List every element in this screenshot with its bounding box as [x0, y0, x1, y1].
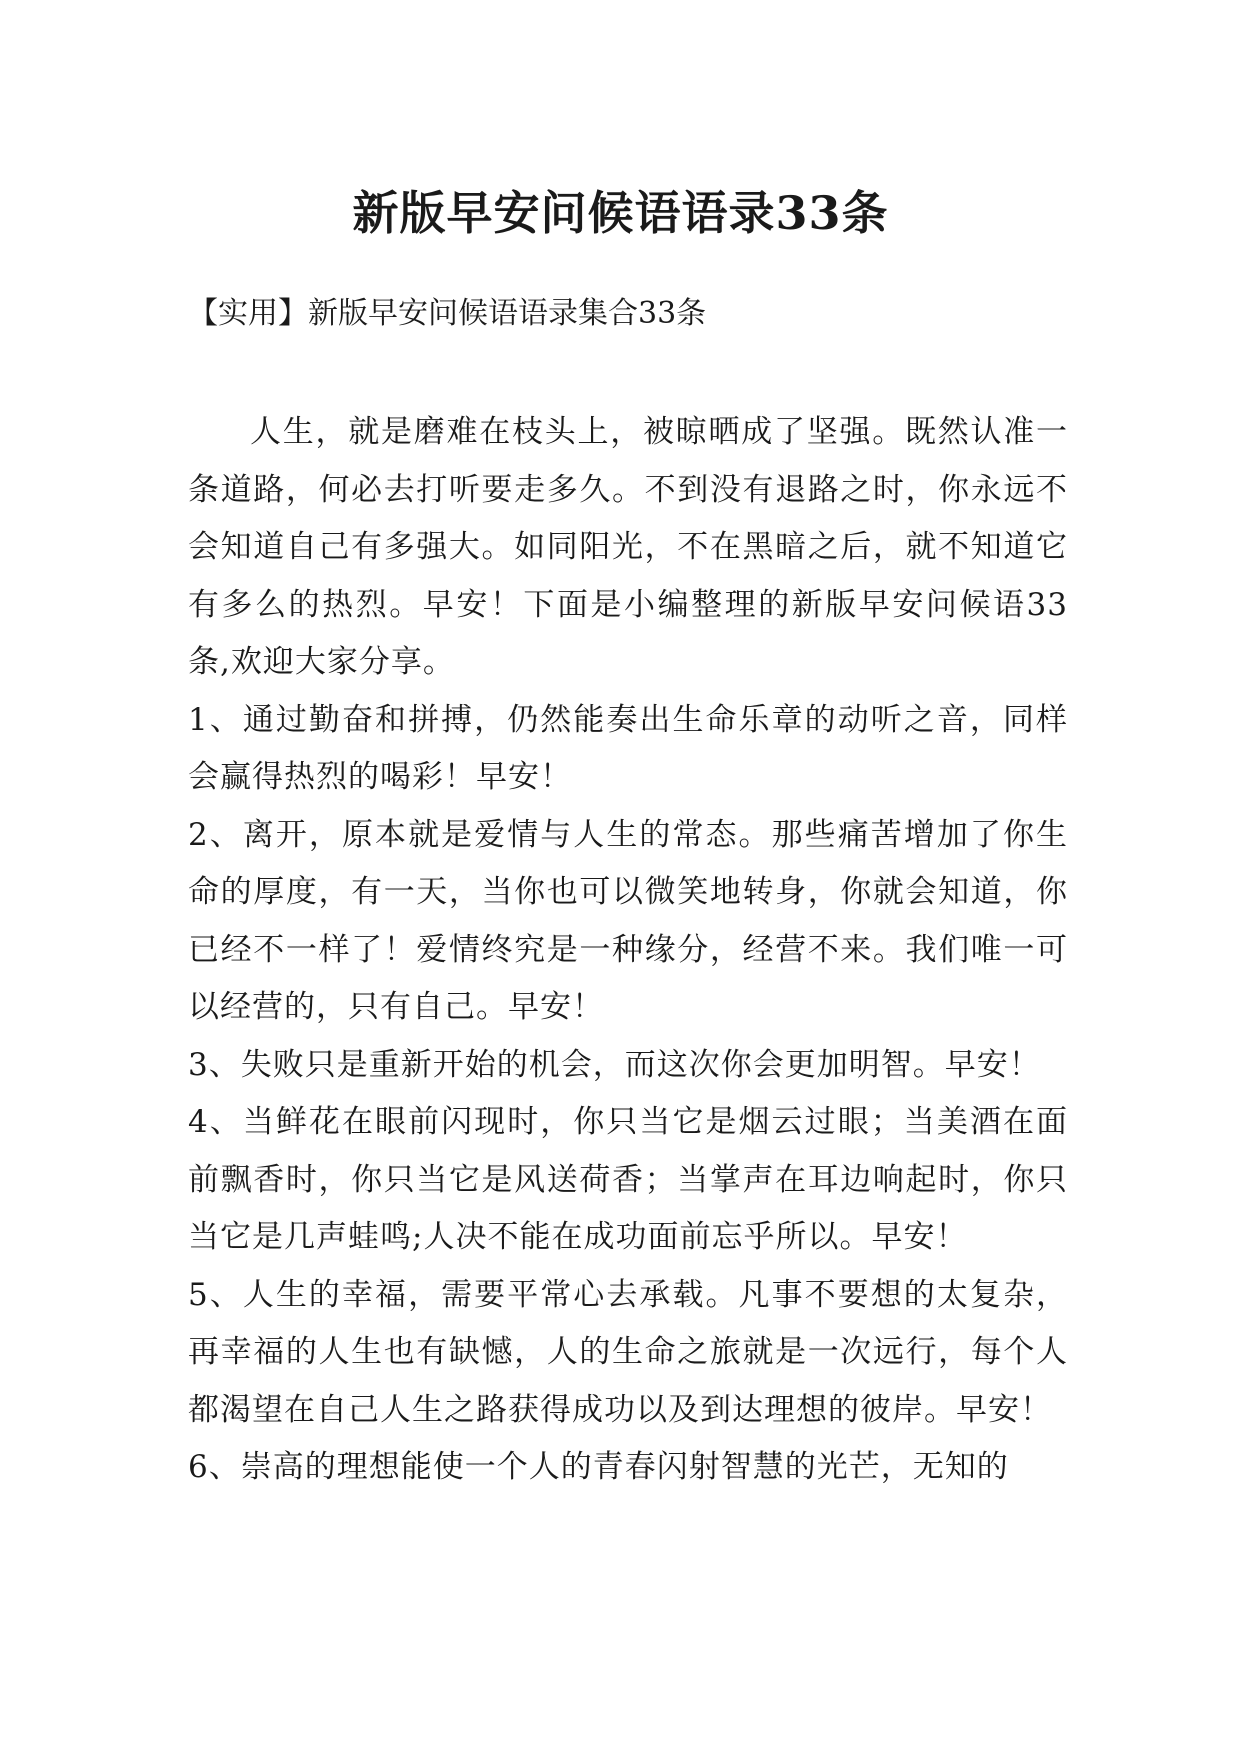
document-title: 新版早安问候语语录33条 [352, 185, 889, 240]
intro-paragraph: 人生，就是磨难在枝头上，被晾晒成了坚强。既然认准一条道路，何必去打听要走多久。不到没有退路之时，你永远不会知道自己有多强大。如同阳光，不在黑暗之后，就不知道它有多么的热烈。早安！下面是小编整理的新版早安问候语33条,欢迎大家分享。 [188, 414, 1068, 680]
document-body [188, 404, 1068, 1497]
document-subtitle: 【实用】新版早安问候语语录集合33条 [188, 296, 707, 331]
list-item-3: 3、失败只是重新开始的机会，而这次你会更加明智。早安！ [188, 1046, 1041, 1083]
list-item-1: 1、通过勤奋和拼搏，仍然能奏出生命乐章的动听之音，同样会赢得热烈的喝彩！早安！ [188, 701, 1068, 795]
list-item-6: 6、崇高的理想能使一个人的青春闪射智慧的光芒，无知的 [188, 1449, 1009, 1485]
list-item-5: 5、人生的幸福，需要平常心去承载。凡事不要想的太复杂，再幸福的人生也有缺憾，人的生命之旅就是一次远行，每个人都渴望在自己人生之路获得成功以及到达理想的彼岸。早安！ [188, 1276, 1068, 1428]
list-item-4: 4、当鲜花在眼前闪现时，你只当它是烟云过眼；当美酒在面前飘香时，你只当它是风送荷香；当掌声在耳边响起时，你只当它是几声蛙鸣;人决不能在成功面前忘乎所以。早安！ [188, 1104, 1068, 1255]
list-item-2: 2、离开，原本就是爱情与人生的常态。那些痛苦增加了你生命的厚度，有一天，当你也可以微笑地转身，你就会知道，你已经不一样了！爱情终究是一种缘分，经营不来。我们唯一可以经营的，只有自己。早安！ [188, 816, 1068, 1025]
